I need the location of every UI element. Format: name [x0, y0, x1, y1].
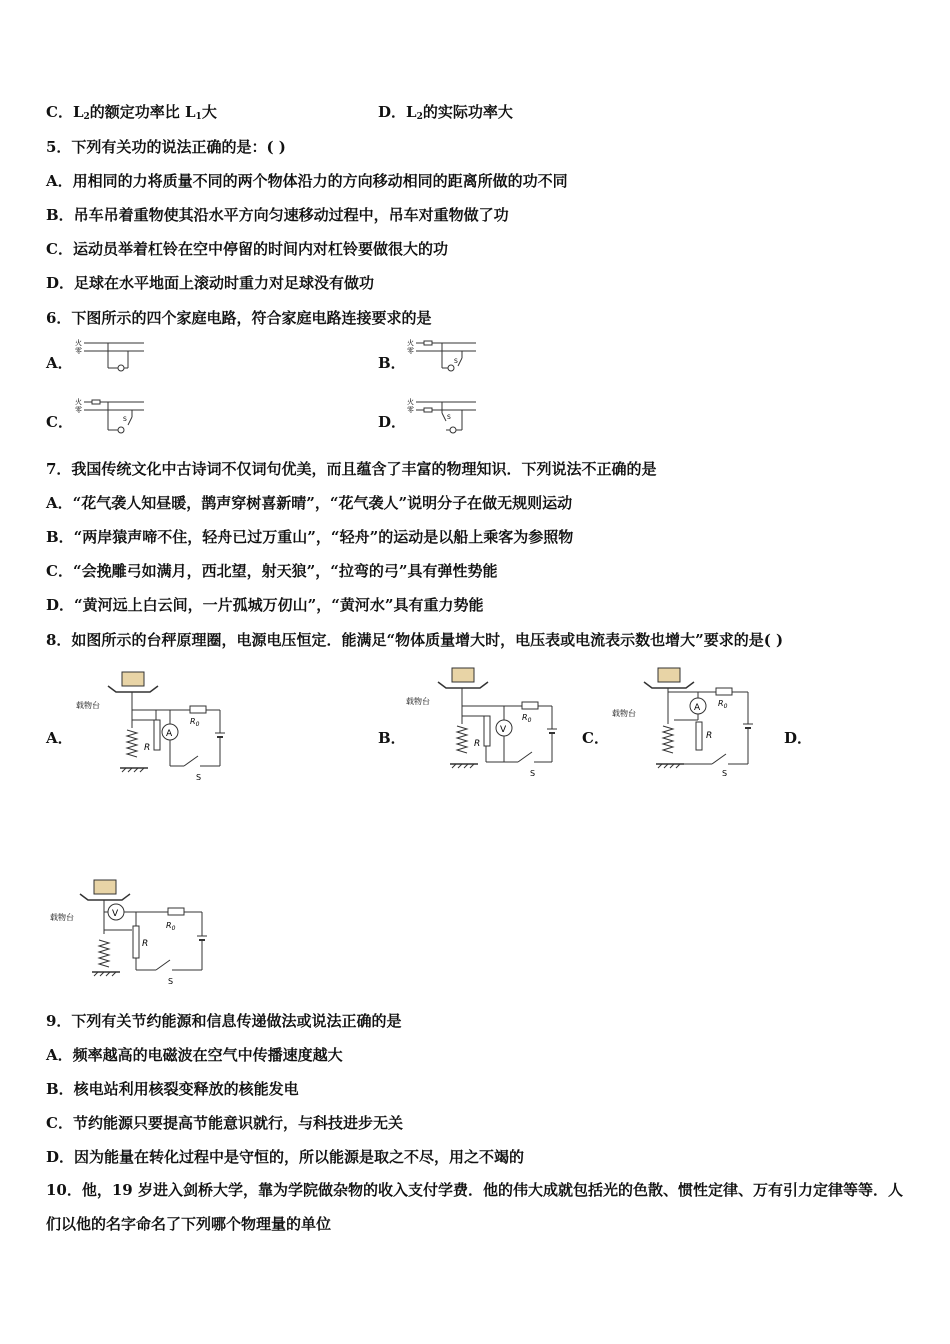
svg-text:S: S: [123, 416, 127, 423]
svg-text:载物台: 载物台: [612, 709, 636, 718]
resistor-r0-icon: [522, 702, 538, 709]
svg-text:S: S: [722, 769, 728, 778]
svg-text:V: V: [500, 725, 507, 735]
q9-option-c: C．节约能源只要提高节能意识就行，与科技进步无关: [46, 1114, 403, 1132]
q8-stem: 8．如图所示的台秤原理圈，电源电压恒定．能满足“物体质量增大时，电压表或电流表示数也增大”要求的是( ): [46, 631, 784, 649]
svg-text:A: A: [166, 729, 173, 739]
weight-block-icon: [452, 668, 474, 682]
lamp-icon: [118, 365, 124, 371]
rheostat-icon: [133, 926, 139, 958]
spring-icon: [127, 730, 137, 757]
zero-wire-label: 零: [75, 347, 82, 355]
q10-stem: 10．他，19 岁进入剑桥大学，靠为学院做杂物的收入支付学费．他的伟大成就包括光的色散、惯性定律、万有引力定律等等．人们以他的名字命名了下列哪个物理量的单位: [46, 1181, 903, 1233]
svg-text:R0: $R_0$: [718, 699, 728, 710]
q8-label-d: D．: [784, 729, 813, 747]
rheostat-icon: [484, 716, 490, 746]
svg-text:R0: $R_0$: [190, 717, 200, 728]
q7-option-a: A．“花气袭人知昼暖，鹊声穿树喜新晴”，“花气袭人”说明分子在做无规则运动: [46, 494, 573, 512]
platform-tray-icon: [644, 682, 694, 688]
q6-circuit-d: [404, 395, 480, 441]
switch-icon: [156, 960, 170, 970]
lamp-icon: [118, 427, 124, 433]
q8-label-c: C．: [582, 729, 609, 747]
q7-stem: 7．我国传统文化中古诗词不仅词句优美，而且蕴含了丰富的物理知识．下列说法不正确的是: [46, 460, 657, 478]
q6-circuit-c: [72, 395, 148, 441]
q8-circuit-c: [608, 664, 768, 782]
spring-icon: [663, 726, 673, 753]
svg-text:R: R: [144, 743, 151, 753]
q8-label-a: A．: [46, 729, 73, 747]
platform-tray-icon: [108, 686, 158, 692]
switch-icon: [442, 413, 446, 421]
q5-option-a: A．用相同的力将质量不同的两个物体沿力的方向移动相同的距离所做的功不同: [46, 172, 568, 190]
q5-stem: 5．下列有关功的说法正确的是：( ): [46, 138, 286, 156]
svg-text:R0: $R_0$: [166, 921, 176, 932]
q4-option-d: D．$L_2$的实际功率大: [378, 103, 513, 122]
q6-label-d: D．: [378, 413, 407, 431]
resistor-r0-icon: [168, 908, 184, 915]
q9-option-b: B．核电站利用核裂变释放的核能发电: [46, 1080, 299, 1098]
q5-option-c: C．运动员举着杠铃在空中停留的时间内对杠铃要做很大的功: [46, 240, 448, 258]
q8-circuit-a: [72, 668, 232, 786]
q6-label-b: B．: [378, 354, 406, 372]
svg-text:V: V: [112, 909, 119, 919]
platform-tray-icon: [80, 894, 130, 900]
q8-circuit-d: [46, 874, 216, 988]
svg-text:A: A: [694, 703, 701, 713]
switch-icon: [128, 417, 132, 425]
q9-option-d: D．因为能量在转化过程中是守恒的，所以能源是取之不尽，用之不竭的: [46, 1148, 525, 1166]
fuse-icon: [424, 408, 432, 412]
svg-text:S: S: [447, 414, 451, 421]
svg-text:R0: $R_0$: [522, 713, 532, 724]
q6-circuit-a: [72, 336, 148, 382]
q6-stem: 6．下图所示的四个家庭电路，符合家庭电路连接要求的是: [46, 309, 432, 327]
svg-text:S: S: [196, 773, 202, 782]
q7-option-b: B．“两岸猿声啼不住，轻舟已过万重山”，“轻舟”的运动是以船上乘客为参照物: [46, 528, 574, 546]
fuse-icon: [424, 341, 432, 345]
svg-text:S: S: [454, 358, 458, 365]
q4-option-c: C．$L_2$的额定功率比 $L_1$大: [46, 103, 217, 122]
svg-text:载物台: 载物台: [406, 697, 430, 706]
svg-text:零: 零: [407, 347, 414, 355]
platform-label: 载物台: [76, 701, 100, 710]
switch-icon: [458, 358, 462, 366]
svg-text:R: R: [706, 731, 713, 741]
q9-option-a: A．频率越高的电磁波在空气中传播速度越大: [46, 1046, 343, 1064]
switch-icon: [712, 754, 726, 764]
q5-option-b: B．吊车吊着重物使其沿水平方向匀速移动过程中，吊车对重物做了功: [46, 206, 509, 224]
q9-stem: 9．下列有关节约能源和信息传递做法或说法正确的是: [46, 1012, 402, 1030]
svg-text:R: R: [474, 739, 481, 749]
svg-text:零: 零: [407, 406, 414, 414]
resistor-r0-icon: [190, 706, 206, 713]
resistor-r0-icon: [716, 688, 732, 695]
q8-label-b: B．: [378, 729, 406, 747]
svg-text:零: 零: [75, 406, 82, 414]
fire-wire-label: 火: [75, 339, 82, 347]
lamp-icon: [450, 427, 456, 433]
svg-text:火: 火: [75, 398, 82, 406]
svg-text:S: S: [530, 769, 536, 778]
svg-text:R: R: [142, 939, 149, 949]
svg-text:火: 火: [407, 339, 414, 347]
rheostat-icon: [154, 720, 160, 750]
lamp-icon: [448, 365, 454, 371]
q5-option-d: D．足球在水平地面上滚动时重力对足球没有做功: [46, 274, 375, 292]
svg-text:载物台: 载物台: [50, 913, 74, 922]
spring-icon: [99, 940, 109, 967]
fuse-icon: [92, 400, 100, 404]
weight-block-icon: [94, 880, 116, 894]
q7-option-d: D．“黄河远上白云间，一片孤城万仞山”，“黄河水”具有重力势能: [46, 596, 484, 614]
svg-text:S: S: [168, 977, 174, 986]
switch-icon: [184, 756, 198, 766]
q6-label-a: A．: [46, 354, 73, 372]
q6-label-c: C．: [46, 413, 73, 431]
platform-tray-icon: [438, 682, 488, 688]
q8-circuit-b: [402, 664, 562, 782]
q7-option-c: C．“会挽雕弓如满月，西北望，射天狼”，“拉弯的弓”具有弹性势能: [46, 562, 498, 580]
switch-icon: [518, 752, 532, 762]
weight-block-icon: [122, 672, 144, 686]
spring-icon: [457, 726, 467, 753]
rheostat-icon: [696, 722, 702, 750]
weight-block-icon: [658, 668, 680, 682]
q6-circuit-b: [404, 336, 480, 382]
svg-text:火: 火: [407, 398, 414, 406]
